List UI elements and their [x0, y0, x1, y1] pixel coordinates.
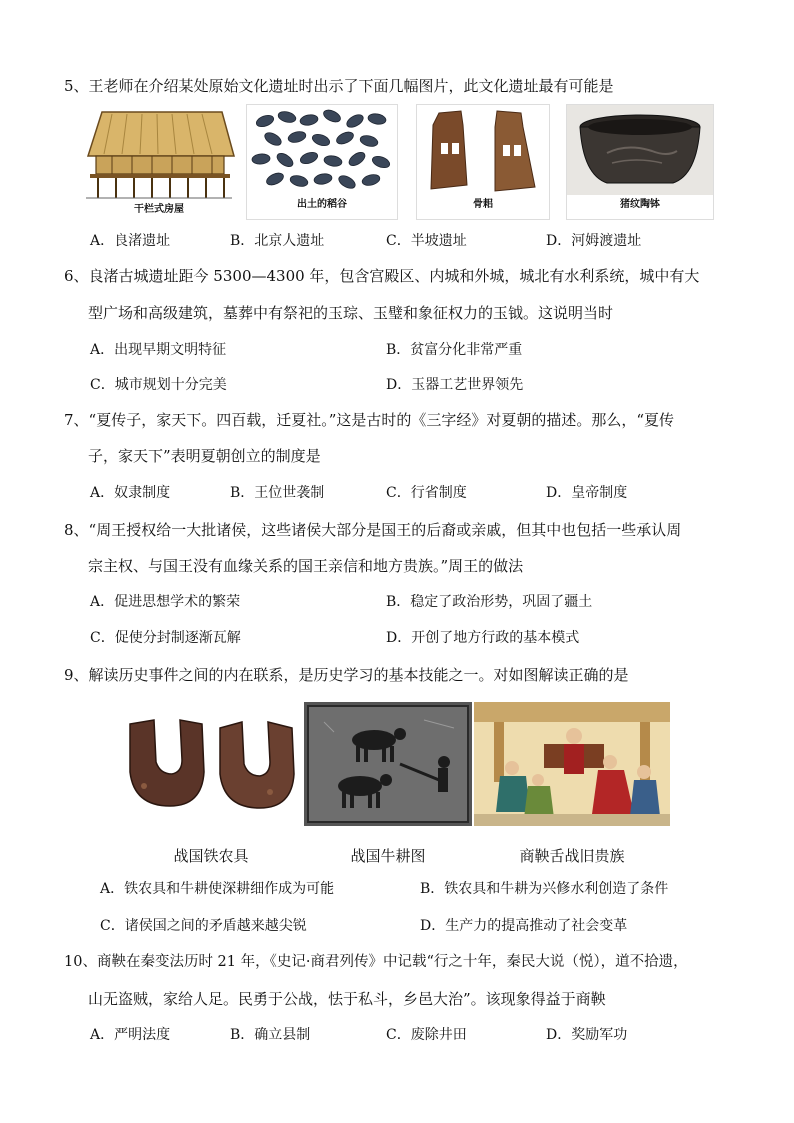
q10-option-b[interactable]: B．确立县制	[230, 1027, 311, 1043]
q5-image-pottery-bowl	[566, 104, 714, 220]
q8-options-row1	[90, 592, 750, 612]
q9-caption-3: 商鞅舌战旧贵族	[519, 847, 625, 865]
q9-option-d[interactable]: D．生产力的提高推动了社会变革	[420, 918, 628, 934]
q5-caption-4: 猪纹陶钵	[620, 199, 660, 210]
q9-option-c[interactable]: C．诸侯国之间的矛盾越来越尖锐	[100, 918, 307, 934]
q7-option-b[interactable]: B．王位世袭制	[230, 485, 325, 501]
q9-option-b[interactable]: B．铁农具和牛耕为兴修水利创造了条件	[420, 881, 669, 897]
rice-grains-illustration	[247, 105, 397, 195]
q7-option-c[interactable]: C．行省制度	[386, 485, 467, 501]
q9-caption-2: 战国牛耕图	[350, 847, 426, 865]
q5-caption-3: 骨耜	[473, 199, 493, 210]
ox-plowing-illustration	[304, 702, 472, 826]
q7-option-a[interactable]: A．奴隶制度	[90, 485, 171, 501]
q7-options	[90, 483, 750, 503]
q8-options-row2	[90, 628, 750, 648]
q6-stem	[64, 266, 744, 286]
q5-option-d[interactable]: D．河姆渡遗址	[546, 233, 642, 249]
q9-caption-1: 战国铁农具	[173, 847, 249, 865]
q5-options	[90, 231, 750, 251]
q10-stem-line2: 山无盗贼，家给人足。民勇于公战，怯于私斗，乡邑大治”。该现象得益于商鞅	[88, 990, 606, 1008]
q9-image-shang-yang	[474, 702, 670, 826]
q6-options-row1	[90, 340, 750, 360]
q7-option-d[interactable]: D．皇帝制度	[546, 485, 628, 501]
q6-option-d[interactable]: D．玉器工艺世界领先	[386, 377, 524, 393]
q5-caption-1: 干栏式房屋	[134, 204, 184, 215]
stilt-house-illustration	[82, 104, 236, 200]
q8-stem	[64, 520, 744, 540]
q8-option-b[interactable]: B．稳定了政治形势，巩固了疆土	[386, 594, 593, 610]
q9-image-iron-tools	[120, 702, 302, 826]
iron-tools-illustration	[120, 702, 302, 826]
q7-stem-line1: 7、“夏传子，家天下。四百载，迁夏社。”这是古时的《三字经》对夏朝的描述。那么，“夏传	[64, 411, 675, 429]
q8-option-d[interactable]: D．开创了地方行政的基本模式	[386, 630, 580, 646]
q10-stem	[64, 952, 744, 972]
q10-option-d[interactable]: D．奖励军功	[546, 1027, 628, 1043]
q7-stem-cont	[64, 446, 744, 466]
q6-stem-cont	[64, 303, 744, 323]
q8-stem-line2: 宗主权、与国王没有血缘关系的国王亲信和地方贵族。”周王的做法	[88, 557, 524, 575]
q5-image-rice	[246, 104, 398, 220]
q5-caption-2: 出土的稻谷	[297, 199, 347, 210]
q9-image-ox-plowing	[304, 702, 472, 826]
q10-options	[90, 1025, 750, 1045]
bone-spade-illustration	[417, 105, 549, 195]
q6-option-a[interactable]: A．出现早期文明特征	[90, 342, 227, 358]
q6-stem-line2: 型广场和高级建筑，墓葬中有祭祀的玉琮、玉璧和象征权力的玉钺。这说明当时	[88, 304, 614, 322]
q5-option-b[interactable]: B．北京人遗址	[230, 233, 325, 249]
q10-stem-cont	[64, 989, 744, 1009]
q9-option-a[interactable]: A．铁农具和牛耕使深耕细作成为可能	[100, 881, 335, 897]
q6-options-row2	[90, 375, 750, 395]
q6-stem-line1: 6、良渚古城遗址距今 5300—4300 年，包含宫殿区、内城和外城，城北有水利系统，城中有大	[64, 267, 700, 285]
q7-stem	[64, 410, 744, 430]
q9-stem: 9、解读历史事件之间的内在联系，是历史学习的基本技能之一。对如图解读正确的是	[64, 666, 629, 684]
q10-option-a[interactable]: A．严明法度	[90, 1027, 171, 1043]
q8-option-c[interactable]: C．促使分封制逐渐瓦解	[90, 630, 241, 646]
q7-stem-line2: 子，家天下”表明夏朝创立的制度是	[88, 447, 321, 465]
pottery-bowl-illustration	[567, 105, 713, 195]
q8-stem-line1: 8、“周王授权给一大批诸侯，这些诸侯大部分是国王的后裔或亲戚，但其中也包括一些承认周	[64, 521, 682, 539]
q10-stem-line1: 10、商鞅在秦变法历时 21 年，《史记·商君列传》中记载“行之十年，秦民大说（悦），道不拾遗，	[64, 954, 688, 970]
q5-image-stilt-house	[82, 104, 236, 216]
q10-option-c[interactable]: C．废除井田	[386, 1027, 467, 1043]
q6-option-c[interactable]: C．城市规划十分完美	[90, 377, 227, 393]
q5-stem: 5、王老师在介绍某处原始文化遗址时出示了下面几幅图片，此文化遗址最有可能是	[64, 77, 614, 95]
q5-image-bone-spade	[416, 104, 550, 220]
q5-option-c[interactable]: C．半坡遗址	[386, 233, 467, 249]
shang-yang-debate-illustration	[474, 702, 670, 826]
q9-options-row2	[100, 916, 760, 936]
q6-option-b[interactable]: B．贫富分化非常严重	[386, 342, 523, 358]
q5-option-a[interactable]: A．良渚遗址	[90, 233, 171, 249]
q9-options-row1	[100, 879, 760, 899]
q8-stem-cont	[64, 556, 744, 576]
q8-option-a[interactable]: A．促进思想学术的繁荣	[90, 594, 241, 610]
